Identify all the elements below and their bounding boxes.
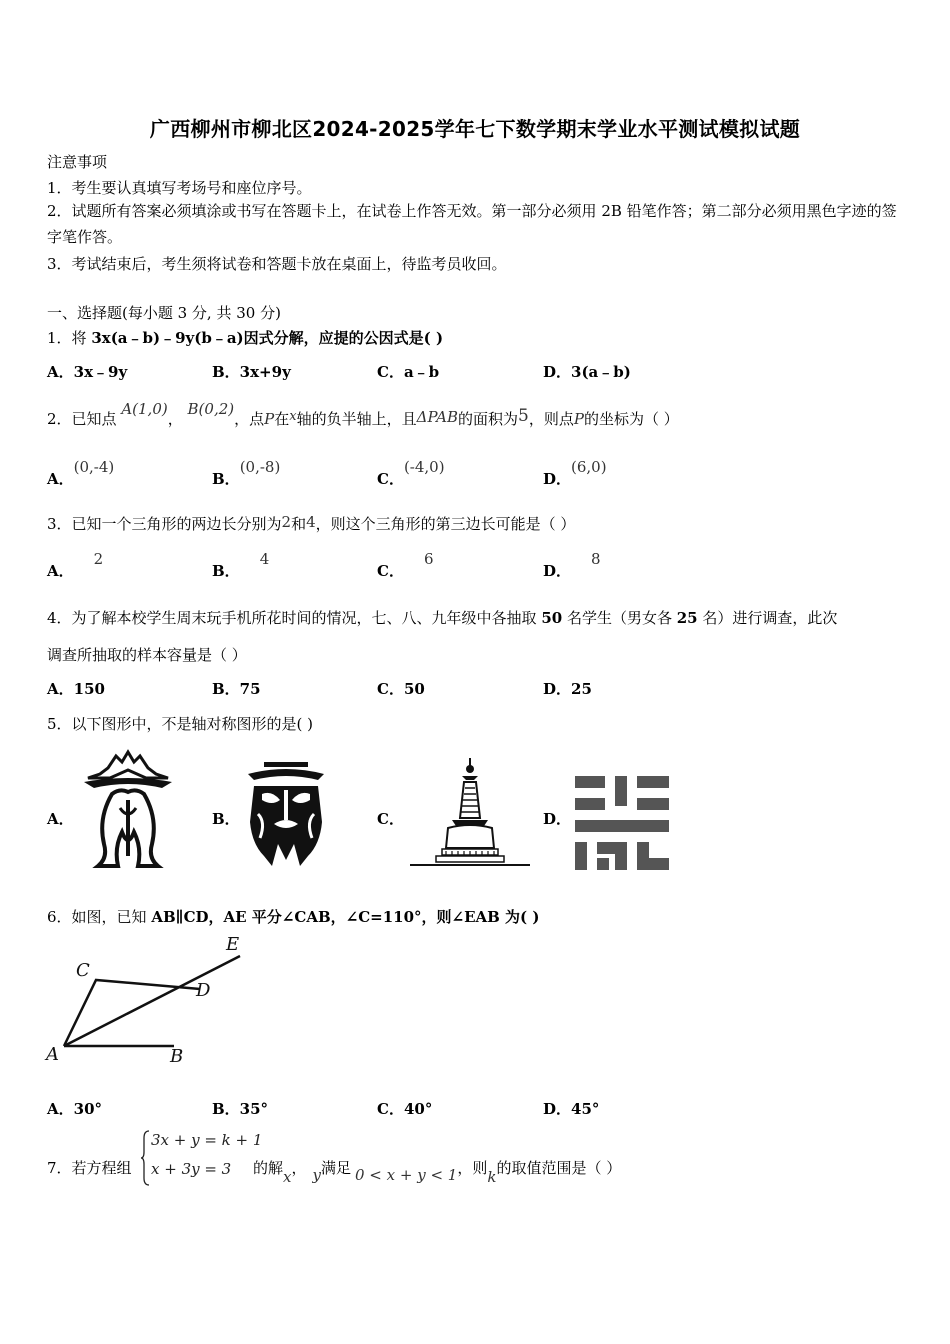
q2-num: 2．已知点 [47,410,117,428]
q3-option-a-label: A． [47,562,74,580]
q7-text-1: 7．若方程组 [47,1159,132,1177]
q2-option-c-value: (‑4,0) [403,458,445,476]
q1-option-c[interactable]: C．a﹣b [377,363,440,381]
q5-option-b[interactable]: B． [212,810,240,828]
question-2 [47,400,679,429]
q2-x: x [289,409,297,424]
q3-option-d-label: D． [543,562,572,580]
q2-triangle: ΔPAB [416,408,459,426]
q6-condition: AB∥CD，AE 平分∠CAB，∠C=110°，则∠EAB 为( ) [151,908,540,926]
q2-option-b-value: (0,‑8) [239,458,281,476]
q3-side-a: 2 [281,513,292,531]
q1-option-d[interactable]: D．3(a﹣b) [543,363,631,381]
q3-option-b-value: 4 [259,550,270,568]
q6-option-a[interactable]: A．30° [47,1100,103,1118]
question-4-line-1 [47,607,837,628]
q7-eq2: x + 3y = 3 [151,1160,232,1178]
q2-option-a[interactable] [47,456,115,488]
q2-text-3: 轴的负半轴上，且 [296,410,417,428]
q3-text-3: ，则这个三角形的第三边长可能是（ ） [315,515,576,533]
q1-expr: 3x(a﹣b)﹣9y(b﹣a) [91,329,244,347]
q2-text-6: 的坐标为（ ） [583,410,679,428]
q7-x: x [283,1168,292,1186]
q6-label-d: D [196,980,211,1001]
q5-option-d[interactable]: D． [543,810,572,828]
q3-option-c-label: C． [377,562,404,580]
question-4-line-2: 调查所抽取的样本容量是（ ） [47,646,247,664]
q2-text-2: 在 [274,410,290,428]
q5-option-c[interactable]: C． [377,810,404,828]
q2-p: P [264,410,275,428]
q1-option-b[interactable]: B．3x+9y [212,363,291,381]
q4-text-2: 名学生（男女各 [562,609,677,627]
question-1 [47,327,443,348]
q2-option-a-label: A． [47,470,74,488]
notice-item-2: 2．试题所有答案必须填涂或书写在答题卡上，在试卷上作答无效。第一部分必须用 2B 铅笔作答；第二部分必须用黑色字迹的签字笔作答。 [47,202,897,246]
q7-text-6: 的取值范围是（ ） [496,1159,622,1177]
q2-text-4: 的面积为 [458,410,519,428]
question-6 [47,906,539,927]
q4-option-d[interactable]: D．25 [543,680,592,698]
q6-label-e: E [226,934,240,955]
section-heading: 一、选择题(每小题 3 分, 共 30 分) [47,304,281,322]
q2-area: 5 [518,406,529,426]
q2-option-d[interactable] [543,456,607,488]
q3-option-b-label: B． [212,562,240,580]
q6-option-b[interactable]: B．35° [212,1100,269,1118]
notice-heading: 注意事项 [47,153,108,171]
q5-option-a[interactable]: A． [47,810,74,828]
q7-brace [140,1130,150,1186]
q4-option-a[interactable]: A．150 [47,680,105,698]
question-3 [47,513,575,534]
q6-text: 6．如图，已知 [47,908,152,926]
q6-option-c[interactable]: C．40° [377,1100,433,1118]
q3-text-1: 3．已知一个三角形的两边长分别为 [47,515,282,533]
q7-y: y [312,1166,321,1184]
q7-rest [253,1157,622,1186]
q2-text-5: ，则点 [528,410,574,428]
q5-figure-c [408,756,532,868]
q5-figure-a [78,748,178,870]
q2-p2: P [573,410,584,428]
q6-label-a: A [46,1044,59,1065]
q1-num: 1．将 [47,329,92,347]
q7-text-2: 的解 [253,1159,284,1177]
q2-text-1: ，点 [234,410,265,428]
q2-option-c-label: C． [377,470,404,488]
q6-label-b: B [170,1046,184,1067]
q1-option-a[interactable]: A．3x﹣9y [47,363,128,381]
q4-text-1: 4．为了解本校学生周末玩手机所花时间的情况，七、八、九年级中各抽取 [47,609,542,627]
q2-option-b[interactable] [212,456,281,488]
q2-point-b: B(0,2) [187,400,235,418]
q3-option-c-value: 6 [423,550,434,568]
q3-option-c[interactable] [377,548,434,580]
q3-option-d-value: 8 [591,550,601,568]
q7-eq1: 3x + y = k + 1 [151,1131,263,1149]
q3-text-2: 和 [291,515,307,533]
q2-option-d-value: (6,0) [571,458,607,476]
q6-option-d[interactable]: D．45° [543,1100,600,1118]
q2-comma: ， [167,410,183,428]
q4-text-3: 名）进行调查，此次 [697,609,838,627]
q6-label-c: C [76,960,90,981]
q4-n50: 50 [541,609,563,627]
q7-text-4: 满足 [320,1159,351,1177]
notice-item-3: 3．考试结束后，考生须将试卷和答题卡放在桌面上，待监考员收回。 [47,255,507,273]
q7-inequality: 0 < x + y < 1 [355,1166,458,1184]
q2-option-b-label: B． [212,470,240,488]
notice-item-1: 1．考生要认真填写考场号和座位序号。 [47,179,312,197]
q2-point-a: A(1,0) [121,400,168,418]
q3-side-b: 4 [306,513,316,531]
q1-rest: 因式分解，应提的公因式是( ) [243,329,444,347]
q3-option-b[interactable] [212,548,270,580]
q5-figure-d [575,776,669,870]
q7-text-5: ，则 [457,1159,488,1177]
q5-figure-b [244,760,328,868]
q4-n25: 25 [676,609,698,627]
q4-option-c[interactable]: C．50 [377,680,425,698]
q4-option-b[interactable]: B．75 [212,680,261,698]
q7-k: k [487,1168,497,1186]
question-5: 5．以下图形中，不是轴对称图形的是( ) [47,715,314,733]
page-title: 广西柳州市柳北区2024-2025学年七下数学期末学业水平测试模拟试题 [149,117,801,141]
q3-option-d[interactable] [543,548,601,580]
q2-option-a-value: (0,‑4) [73,458,115,476]
q3-option-a[interactable] [47,548,104,580]
q2-option-c[interactable] [377,456,445,488]
q3-option-a-value: 2 [93,550,104,568]
q2-option-d-label: D． [543,470,572,488]
q6-diagram [44,932,264,1068]
q7-text-3: ， [291,1159,307,1177]
